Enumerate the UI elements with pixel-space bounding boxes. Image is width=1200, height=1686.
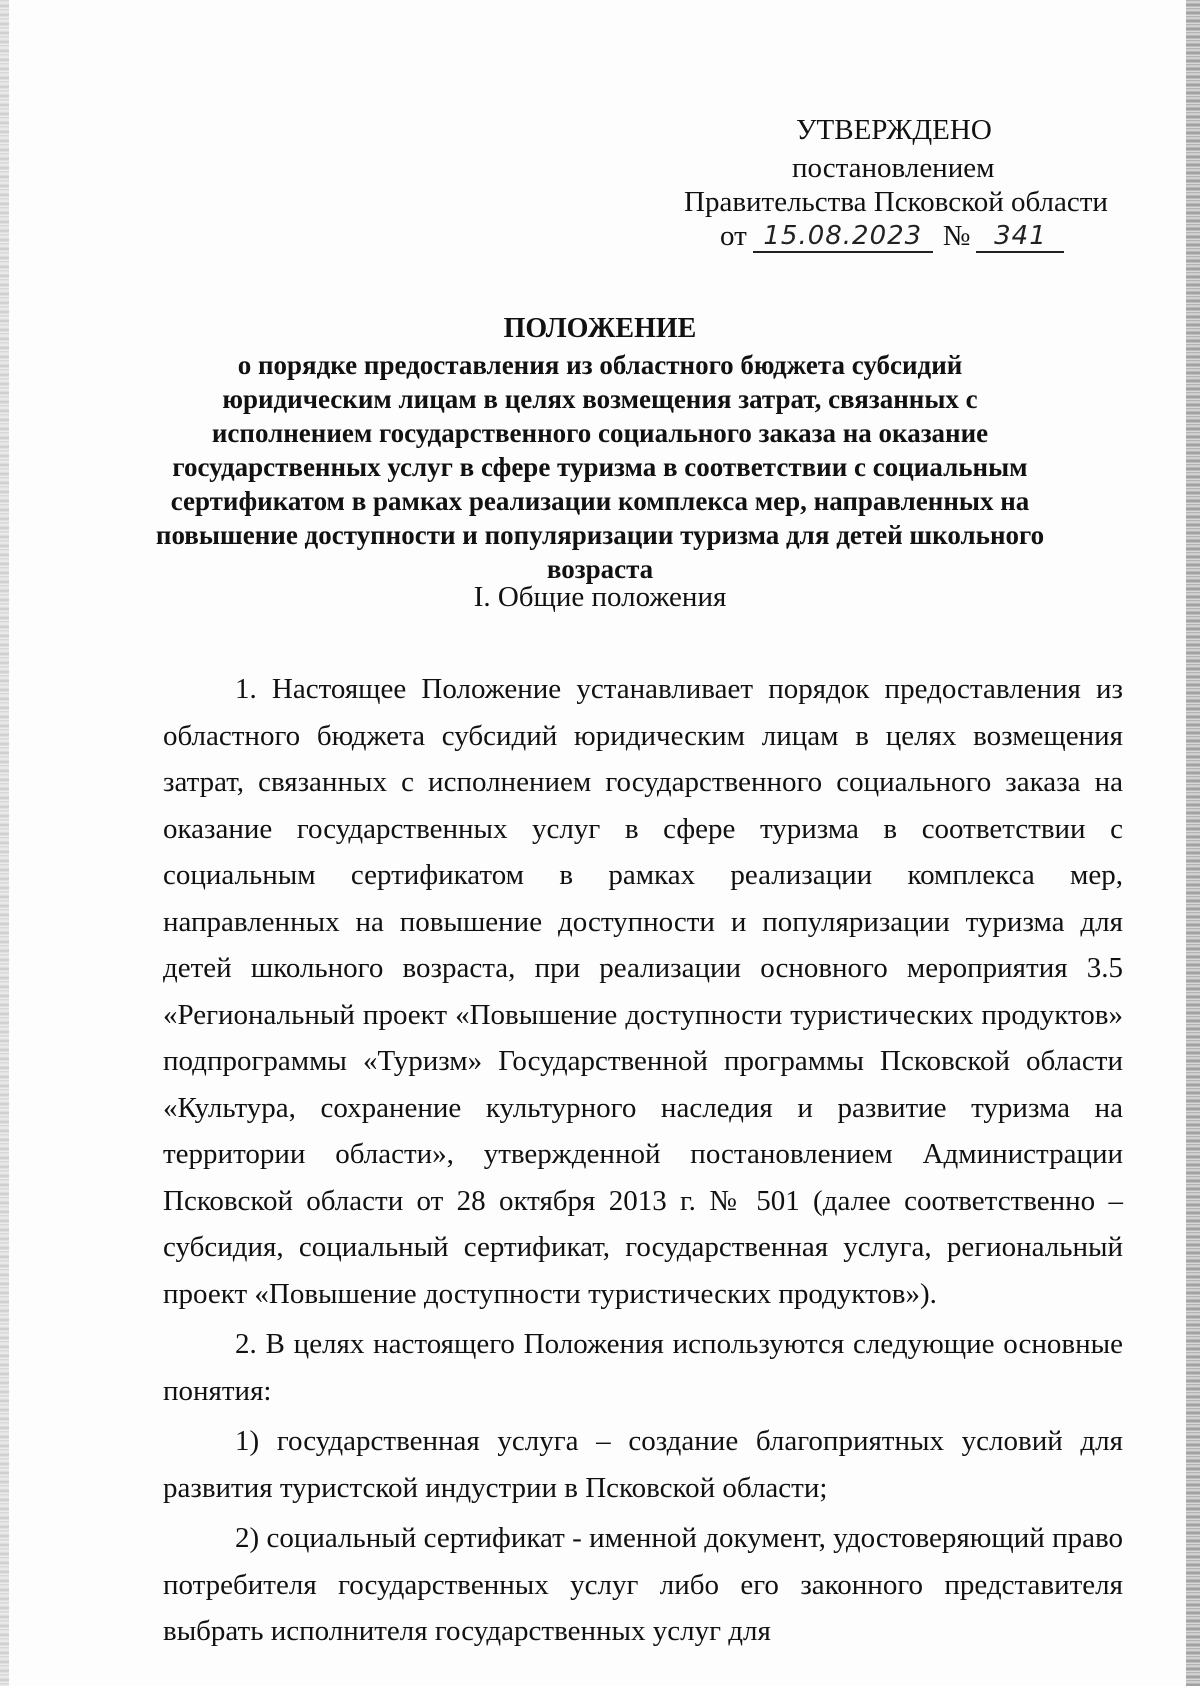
paragraph-1: 1. Настоящее Положение устанавливает порядок предоставления из областного бюджета субсидий юридическим лицам в целях возмещения затрат, связанных с исполнением государственного социального заказа на оказание государственных услуг в сфере туризма в соответствии с социальным сертификатом в рамках реализации комплекса мер, направленных на повышение доступности и популяризации туризма для детей школьного возраста, при реализации основного мероприятия 3.5 «Региональный проект «Повышение доступности туристических продуктов» подпрограммы «Туризм» Государственной программы Псковской области «Культура, сохранение культурного наследия и развитие туризма на территории области», утвержденной постановлением Администрации Псковской области от 28 октября 2013 г. № 501 (далее соответственно – субсидия, социальный сертификат, государственная услуга, региональный проект «Повышение доступности туристических продуктов»). (163, 673, 1123, 1310)
handwritten-date: 15.08.2023 (753, 221, 933, 253)
scan-border-left (0, 0, 9, 1686)
scan-border-right (1186, 0, 1200, 1686)
approval-date-row (720, 220, 1064, 253)
paragraph-definition-2: 2) социальный сертификат - именной документ, удостоверяющий право потребителя государственных услуг либо его законного представителя выбрать исполнителя государственных услуг для (163, 1522, 1123, 1647)
document-heading: ПОЛОЖЕНИЕ (503, 313, 697, 344)
handwritten-number: 341 (976, 221, 1064, 253)
approval-line-government: Правительства Псковской области (684, 186, 1108, 218)
document-body (163, 666, 1123, 1655)
approval-title: УТВЕРЖДЕНО (796, 114, 992, 146)
section-heading: I. Общие положения (473, 581, 727, 613)
approval-line-resolution: постановлением (792, 152, 995, 184)
date-prefix: от (720, 220, 747, 252)
paragraph-2: 2. В целях настоящего Положения используются следующие основные понятия: (163, 1328, 1123, 1407)
paragraph-definition-1: 1) государственная услуга – создание благоприятных условий для развития туристской индустрии в Псковской области; (163, 1425, 1123, 1504)
document-subtitle: о порядке предоставления из областного бюджета субсидий юридическим лицам в целях возмещения затрат, связанных с исполнением государственного социального заказа на оказание государственных услуг в сфере туризма в соответствии с социальным сертификатом в рамках реализации комплекса мер, направленных на повышение доступности и популяризации туризма для детей школьного возраста (155, 350, 1045, 584)
document-title-block (150, 312, 1050, 586)
number-sign: № (942, 220, 971, 252)
